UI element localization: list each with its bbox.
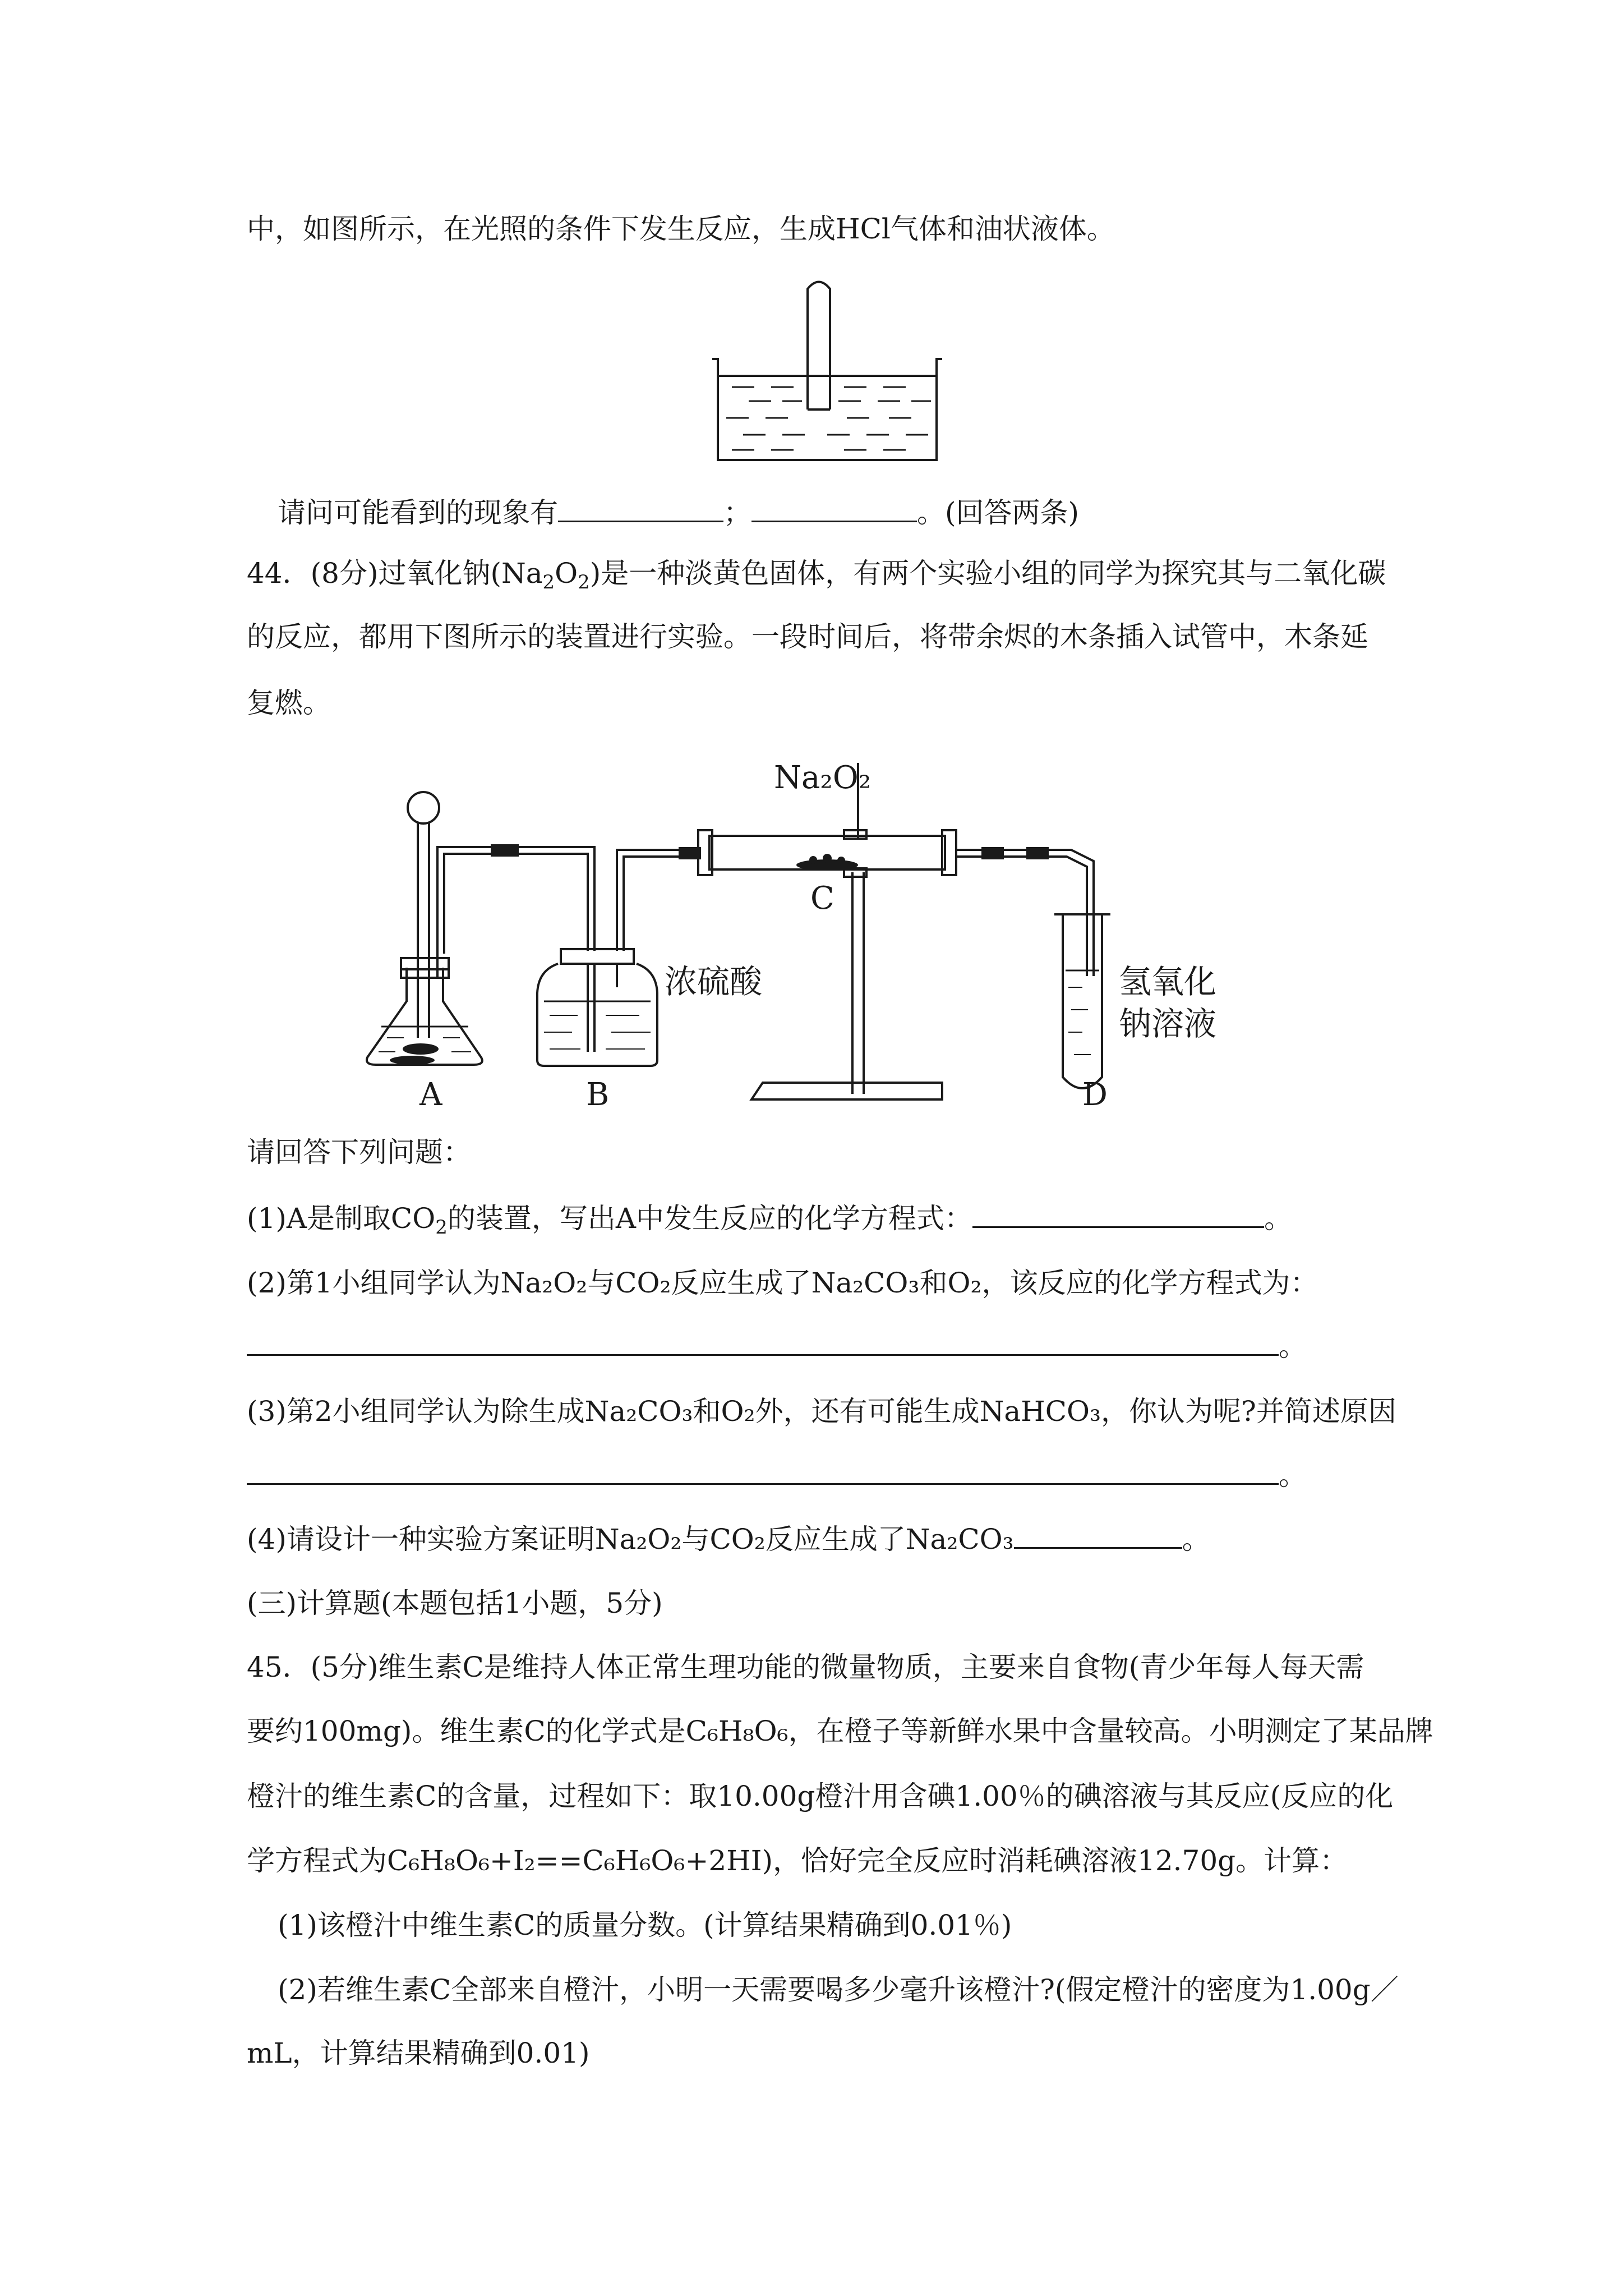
label-d: D [1082, 1076, 1108, 1105]
trough-figure [709, 275, 945, 466]
q44-part4 [247, 1521, 1210, 1557]
q44-line2: 的反应，都用下图所示的装置进行实验。一段时间后，将带余烬的木条插入试管中，木条延 [247, 620, 1368, 653]
answer-blank[interactable] [247, 1329, 1279, 1356]
label-a: A [419, 1076, 442, 1105]
q45-line4: 学方程式为C₆H₈O₆+I₂==C₆H₆O₆+2HI)，恰好完全反应时消耗碘溶液12.70g。计算： [247, 1844, 1348, 1877]
na2o2-label: Na₂O₂ [774, 760, 872, 796]
q44-part2: (2)第1小组同学认为Na₂O₂与CO₂反应生成了Na₂CO₃和O₂，该反应的化学方程式为： [247, 1267, 1318, 1299]
naoh-label-2: 钠溶液 [1119, 1005, 1217, 1043]
label-c: C [810, 880, 834, 917]
answer-blank[interactable] [247, 1458, 1279, 1485]
subscript: 2 [435, 1216, 448, 1239]
subscript: 2 [542, 571, 555, 593]
q45-line3: 橙汁的维生素C的含量，过程如下：取10.00g橙汁用含碘1.00％的碘溶液与其反应(反应的化 [247, 1780, 1394, 1812]
answer-blank[interactable] [972, 1202, 1264, 1228]
intro-line: 中，如图所示，在光照的条件下发生反应，生成HCl气体和油状液体。 [247, 213, 1115, 245]
acid-label: 浓硫酸 [665, 963, 763, 1001]
text-span: 的装置，写出A中发生反应的化学方程式： [447, 1202, 972, 1235]
q43-question [278, 495, 1079, 531]
text-span: (4)请设计一种实验方案证明Na₂O₂与CO₂反应生成了Na₂CO₃ [247, 1523, 1014, 1556]
q45-sub2: (2)若维生素C全部来自橙汁，小明一天需要喝多少毫升该橙汁?(假定橙汁的密度为1.00g／ [278, 1973, 1399, 2006]
q44-line1 [247, 555, 1386, 591]
q43-prefix: 请问可能看到的现象有 [278, 496, 558, 529]
answer-blank[interactable] [1014, 1522, 1182, 1549]
text-span: 。 [1264, 1202, 1292, 1235]
q45-line1: 45．(5分)维生素C是维持人体正常生理功能的微量物质，主要来自食物(青少年每人每天需 [247, 1651, 1364, 1683]
subscript: 2 [578, 571, 590, 593]
text-span: 44．(8分)过氧化钠(Na [247, 557, 543, 590]
apparatus-figure [359, 746, 1267, 1105]
text-span: 。 [1182, 1523, 1210, 1556]
q44-part2-answer [247, 1328, 1307, 1364]
q43-suffix: 。(回答两条) [917, 496, 1080, 529]
text-span: )是一种淡黄色固体，有两个实验小组的同学为探究其与二氧化碳 [589, 557, 1386, 590]
text-span: (1)A是制取CO [247, 1202, 436, 1235]
q45-line2: 要约100mg)。维生素C的化学式是C₆H₈O₆，在橙子等新鲜水果中含量较高。小明测定了某品牌 [247, 1715, 1433, 1747]
q44-prompt: 请回答下列问题： [247, 1136, 471, 1168]
q45-sub1: (1)该橙汁中维生素C的质量分数。(计算结果精确到0.01％) [278, 1909, 1012, 1941]
text-span: O [555, 557, 578, 590]
answer-blank[interactable] [558, 496, 723, 522]
q44-part3: (3)第2小组同学认为除生成Na₂CO₃和O₂外，还有可能生成NaHCO₃，你认为呢?并简述原因 [247, 1395, 1396, 1428]
label-b: B [586, 1076, 610, 1105]
q44-part3-answer [247, 1457, 1307, 1493]
text-span: 。 [1279, 1459, 1307, 1492]
text-span: 。 [1279, 1330, 1307, 1363]
q45-sub2-cont: mL，计算结果精确到0.01) [247, 2037, 590, 2069]
naoh-label-1: 氢氧化 [1119, 963, 1217, 1001]
q44-line3: 复燃。 [247, 687, 331, 719]
answer-blank[interactable] [751, 496, 917, 522]
section3-heading: (三)计算题(本题包括1小题，5分) [247, 1587, 663, 1619]
q43-sep: ； [723, 496, 751, 529]
q44-part1 [247, 1200, 1292, 1239]
